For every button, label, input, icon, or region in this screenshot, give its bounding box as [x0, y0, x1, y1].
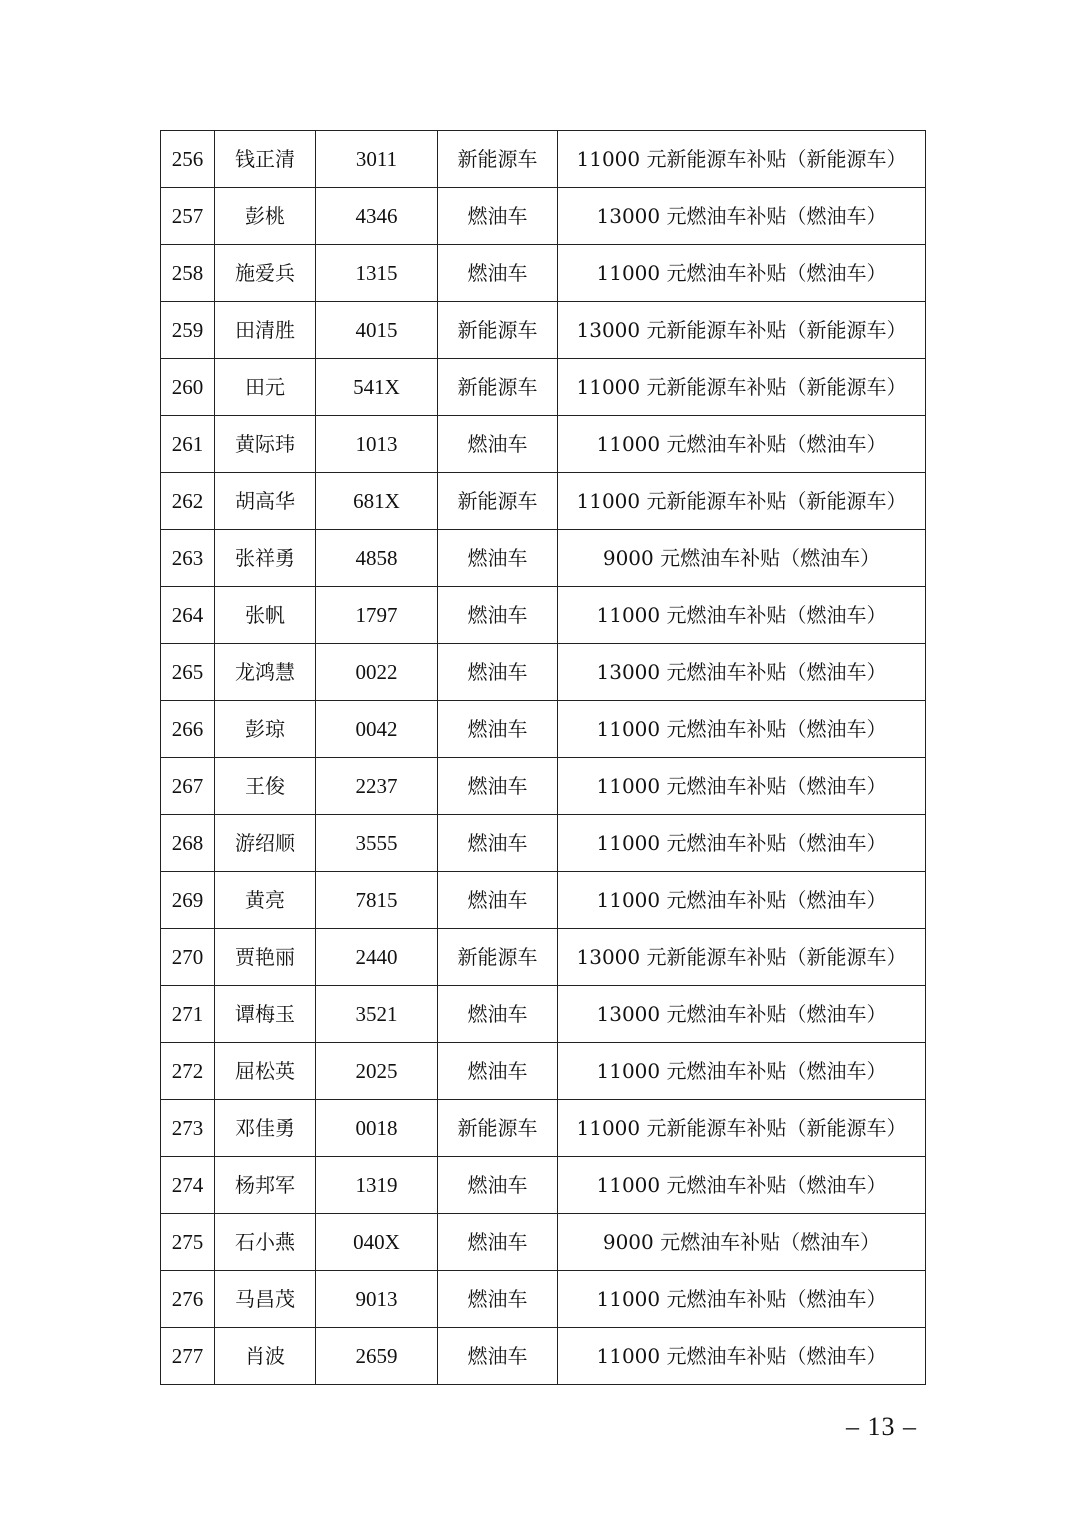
vehicle-type-cell: 燃油车	[438, 815, 558, 872]
name-cell: 马昌茂	[215, 1271, 316, 1328]
vehicle-type-cell: 新能源车	[438, 302, 558, 359]
subsidy-cell: 11000 元燃油车补贴（燃油车）	[558, 758, 926, 815]
subsidy-cell: 11000 元燃油车补贴（燃油车）	[558, 815, 926, 872]
id-suffix-cell: 3521	[316, 986, 438, 1043]
seq-cell: 268	[161, 815, 215, 872]
vehicle-type-cell: 燃油车	[438, 188, 558, 245]
subsidy-cell: 11000 元燃油车补贴（燃油车）	[558, 1043, 926, 1100]
seq-cell: 271	[161, 986, 215, 1043]
table-row	[161, 758, 926, 815]
vehicle-type-cell: 燃油车	[438, 416, 558, 473]
subsidy-cell: 11000 元燃油车补贴（燃油车）	[558, 872, 926, 929]
table-row	[161, 1214, 926, 1271]
seq-cell: 263	[161, 530, 215, 587]
vehicle-type-cell: 燃油车	[438, 701, 558, 758]
name-cell: 田清胜	[215, 302, 316, 359]
vehicle-type-cell: 新能源车	[438, 473, 558, 530]
seq-cell: 277	[161, 1328, 215, 1385]
seq-cell: 259	[161, 302, 215, 359]
id-suffix-cell: 1315	[316, 245, 438, 302]
name-cell: 张帆	[215, 587, 316, 644]
seq-cell: 265	[161, 644, 215, 701]
subsidy-table-body	[161, 131, 926, 1385]
seq-cell: 270	[161, 929, 215, 986]
table-row	[161, 1043, 926, 1100]
table-row	[161, 1100, 926, 1157]
id-suffix-cell: 3555	[316, 815, 438, 872]
vehicle-type-cell: 新能源车	[438, 929, 558, 986]
id-suffix-cell: 1797	[316, 587, 438, 644]
table-row	[161, 359, 926, 416]
seq-cell: 258	[161, 245, 215, 302]
name-cell: 谭梅玉	[215, 986, 316, 1043]
vehicle-type-cell: 燃油车	[438, 1328, 558, 1385]
vehicle-type-cell: 新能源车	[438, 359, 558, 416]
name-cell: 胡高华	[215, 473, 316, 530]
table-row	[161, 245, 926, 302]
vehicle-type-cell: 燃油车	[438, 872, 558, 929]
id-suffix-cell: 2237	[316, 758, 438, 815]
name-cell: 钱正清	[215, 131, 316, 188]
vehicle-type-cell: 燃油车	[438, 758, 558, 815]
seq-cell: 262	[161, 473, 215, 530]
subsidy-cell: 11000 元燃油车补贴（燃油车）	[558, 587, 926, 644]
table-row	[161, 1328, 926, 1385]
table-row	[161, 1157, 926, 1214]
name-cell: 游绍顺	[215, 815, 316, 872]
id-suffix-cell: 4858	[316, 530, 438, 587]
seq-cell: 276	[161, 1271, 215, 1328]
table-row	[161, 929, 926, 986]
name-cell: 肖波	[215, 1328, 316, 1385]
vehicle-type-cell: 燃油车	[438, 587, 558, 644]
subsidy-cell: 11000 元燃油车补贴（燃油车）	[558, 701, 926, 758]
subsidy-cell: 11000 元新能源车补贴（新能源车）	[558, 1100, 926, 1157]
vehicle-type-cell: 燃油车	[438, 530, 558, 587]
vehicle-type-cell: 燃油车	[438, 986, 558, 1043]
name-cell: 杨邦军	[215, 1157, 316, 1214]
subsidy-cell: 13000 元新能源车补贴（新能源车）	[558, 929, 926, 986]
vehicle-type-cell: 燃油车	[438, 1043, 558, 1100]
seq-cell: 275	[161, 1214, 215, 1271]
name-cell: 施爱兵	[215, 245, 316, 302]
seq-cell: 272	[161, 1043, 215, 1100]
table-row	[161, 188, 926, 245]
name-cell: 龙鸿慧	[215, 644, 316, 701]
subsidy-cell: 13000 元燃油车补贴（燃油车）	[558, 188, 926, 245]
name-cell: 黄亮	[215, 872, 316, 929]
id-suffix-cell: 3011	[316, 131, 438, 188]
subsidy-cell: 11000 元燃油车补贴（燃油车）	[558, 1328, 926, 1385]
subsidy-cell: 11000 元燃油车补贴（燃油车）	[558, 416, 926, 473]
name-cell: 彭桃	[215, 188, 316, 245]
table-row	[161, 530, 926, 587]
name-cell: 邓佳勇	[215, 1100, 316, 1157]
name-cell: 贾艳丽	[215, 929, 316, 986]
seq-cell: 269	[161, 872, 215, 929]
id-suffix-cell: 7815	[316, 872, 438, 929]
id-suffix-cell: 0018	[316, 1100, 438, 1157]
seq-cell: 260	[161, 359, 215, 416]
name-cell: 石小燕	[215, 1214, 316, 1271]
table-row	[161, 1271, 926, 1328]
id-suffix-cell: 541X	[316, 359, 438, 416]
id-suffix-cell: 2659	[316, 1328, 438, 1385]
subsidy-cell: 9000 元燃油车补贴（燃油车）	[558, 530, 926, 587]
id-suffix-cell: 681X	[316, 473, 438, 530]
subsidy-cell: 11000 元燃油车补贴（燃油车）	[558, 1157, 926, 1214]
name-cell: 张祥勇	[215, 530, 316, 587]
id-suffix-cell: 9013	[316, 1271, 438, 1328]
subsidy-cell: 11000 元新能源车补贴（新能源车）	[558, 131, 926, 188]
seq-cell: 264	[161, 587, 215, 644]
table-row	[161, 302, 926, 359]
subsidy-cell: 13000 元新能源车补贴（新能源车）	[558, 302, 926, 359]
seq-cell: 273	[161, 1100, 215, 1157]
subsidy-cell: 13000 元燃油车补贴（燃油车）	[558, 644, 926, 701]
subsidy-cell: 11000 元燃油车补贴（燃油车）	[558, 245, 926, 302]
id-suffix-cell: 0042	[316, 701, 438, 758]
id-suffix-cell: 4346	[316, 188, 438, 245]
table-row	[161, 644, 926, 701]
subsidy-cell: 11000 元新能源车补贴（新能源车）	[558, 359, 926, 416]
table-row	[161, 986, 926, 1043]
seq-cell: 257	[161, 188, 215, 245]
table-row	[161, 701, 926, 758]
vehicle-type-cell: 新能源车	[438, 131, 558, 188]
table-row	[161, 872, 926, 929]
id-suffix-cell: 1013	[316, 416, 438, 473]
table-row	[161, 587, 926, 644]
table-row	[161, 473, 926, 530]
subsidy-cell: 13000 元燃油车补贴（燃油车）	[558, 986, 926, 1043]
id-suffix-cell: 0022	[316, 644, 438, 701]
name-cell: 王俊	[215, 758, 316, 815]
id-suffix-cell: 4015	[316, 302, 438, 359]
table-row	[161, 131, 926, 188]
page-number: – 13 –	[846, 1412, 917, 1441]
name-cell: 彭琼	[215, 701, 316, 758]
subsidy-cell: 11000 元燃油车补贴（燃油车）	[558, 1271, 926, 1328]
vehicle-type-cell: 燃油车	[438, 644, 558, 701]
seq-cell: 274	[161, 1157, 215, 1214]
name-cell: 黄际玮	[215, 416, 316, 473]
vehicle-type-cell: 燃油车	[438, 245, 558, 302]
id-suffix-cell: 040X	[316, 1214, 438, 1271]
subsidy-table	[160, 130, 926, 1385]
seq-cell: 256	[161, 131, 215, 188]
seq-cell: 261	[161, 416, 215, 473]
id-suffix-cell: 2440	[316, 929, 438, 986]
subsidy-cell: 9000 元燃油车补贴（燃油车）	[558, 1214, 926, 1271]
seq-cell: 267	[161, 758, 215, 815]
table-row	[161, 815, 926, 872]
vehicle-type-cell: 新能源车	[438, 1100, 558, 1157]
name-cell: 田元	[215, 359, 316, 416]
name-cell: 屈松英	[215, 1043, 316, 1100]
id-suffix-cell: 1319	[316, 1157, 438, 1214]
subsidy-cell: 11000 元新能源车补贴（新能源车）	[558, 473, 926, 530]
id-suffix-cell: 2025	[316, 1043, 438, 1100]
vehicle-type-cell: 燃油车	[438, 1214, 558, 1271]
table-row	[161, 416, 926, 473]
vehicle-type-cell: 燃油车	[438, 1271, 558, 1328]
seq-cell: 266	[161, 701, 215, 758]
vehicle-type-cell: 燃油车	[438, 1157, 558, 1214]
